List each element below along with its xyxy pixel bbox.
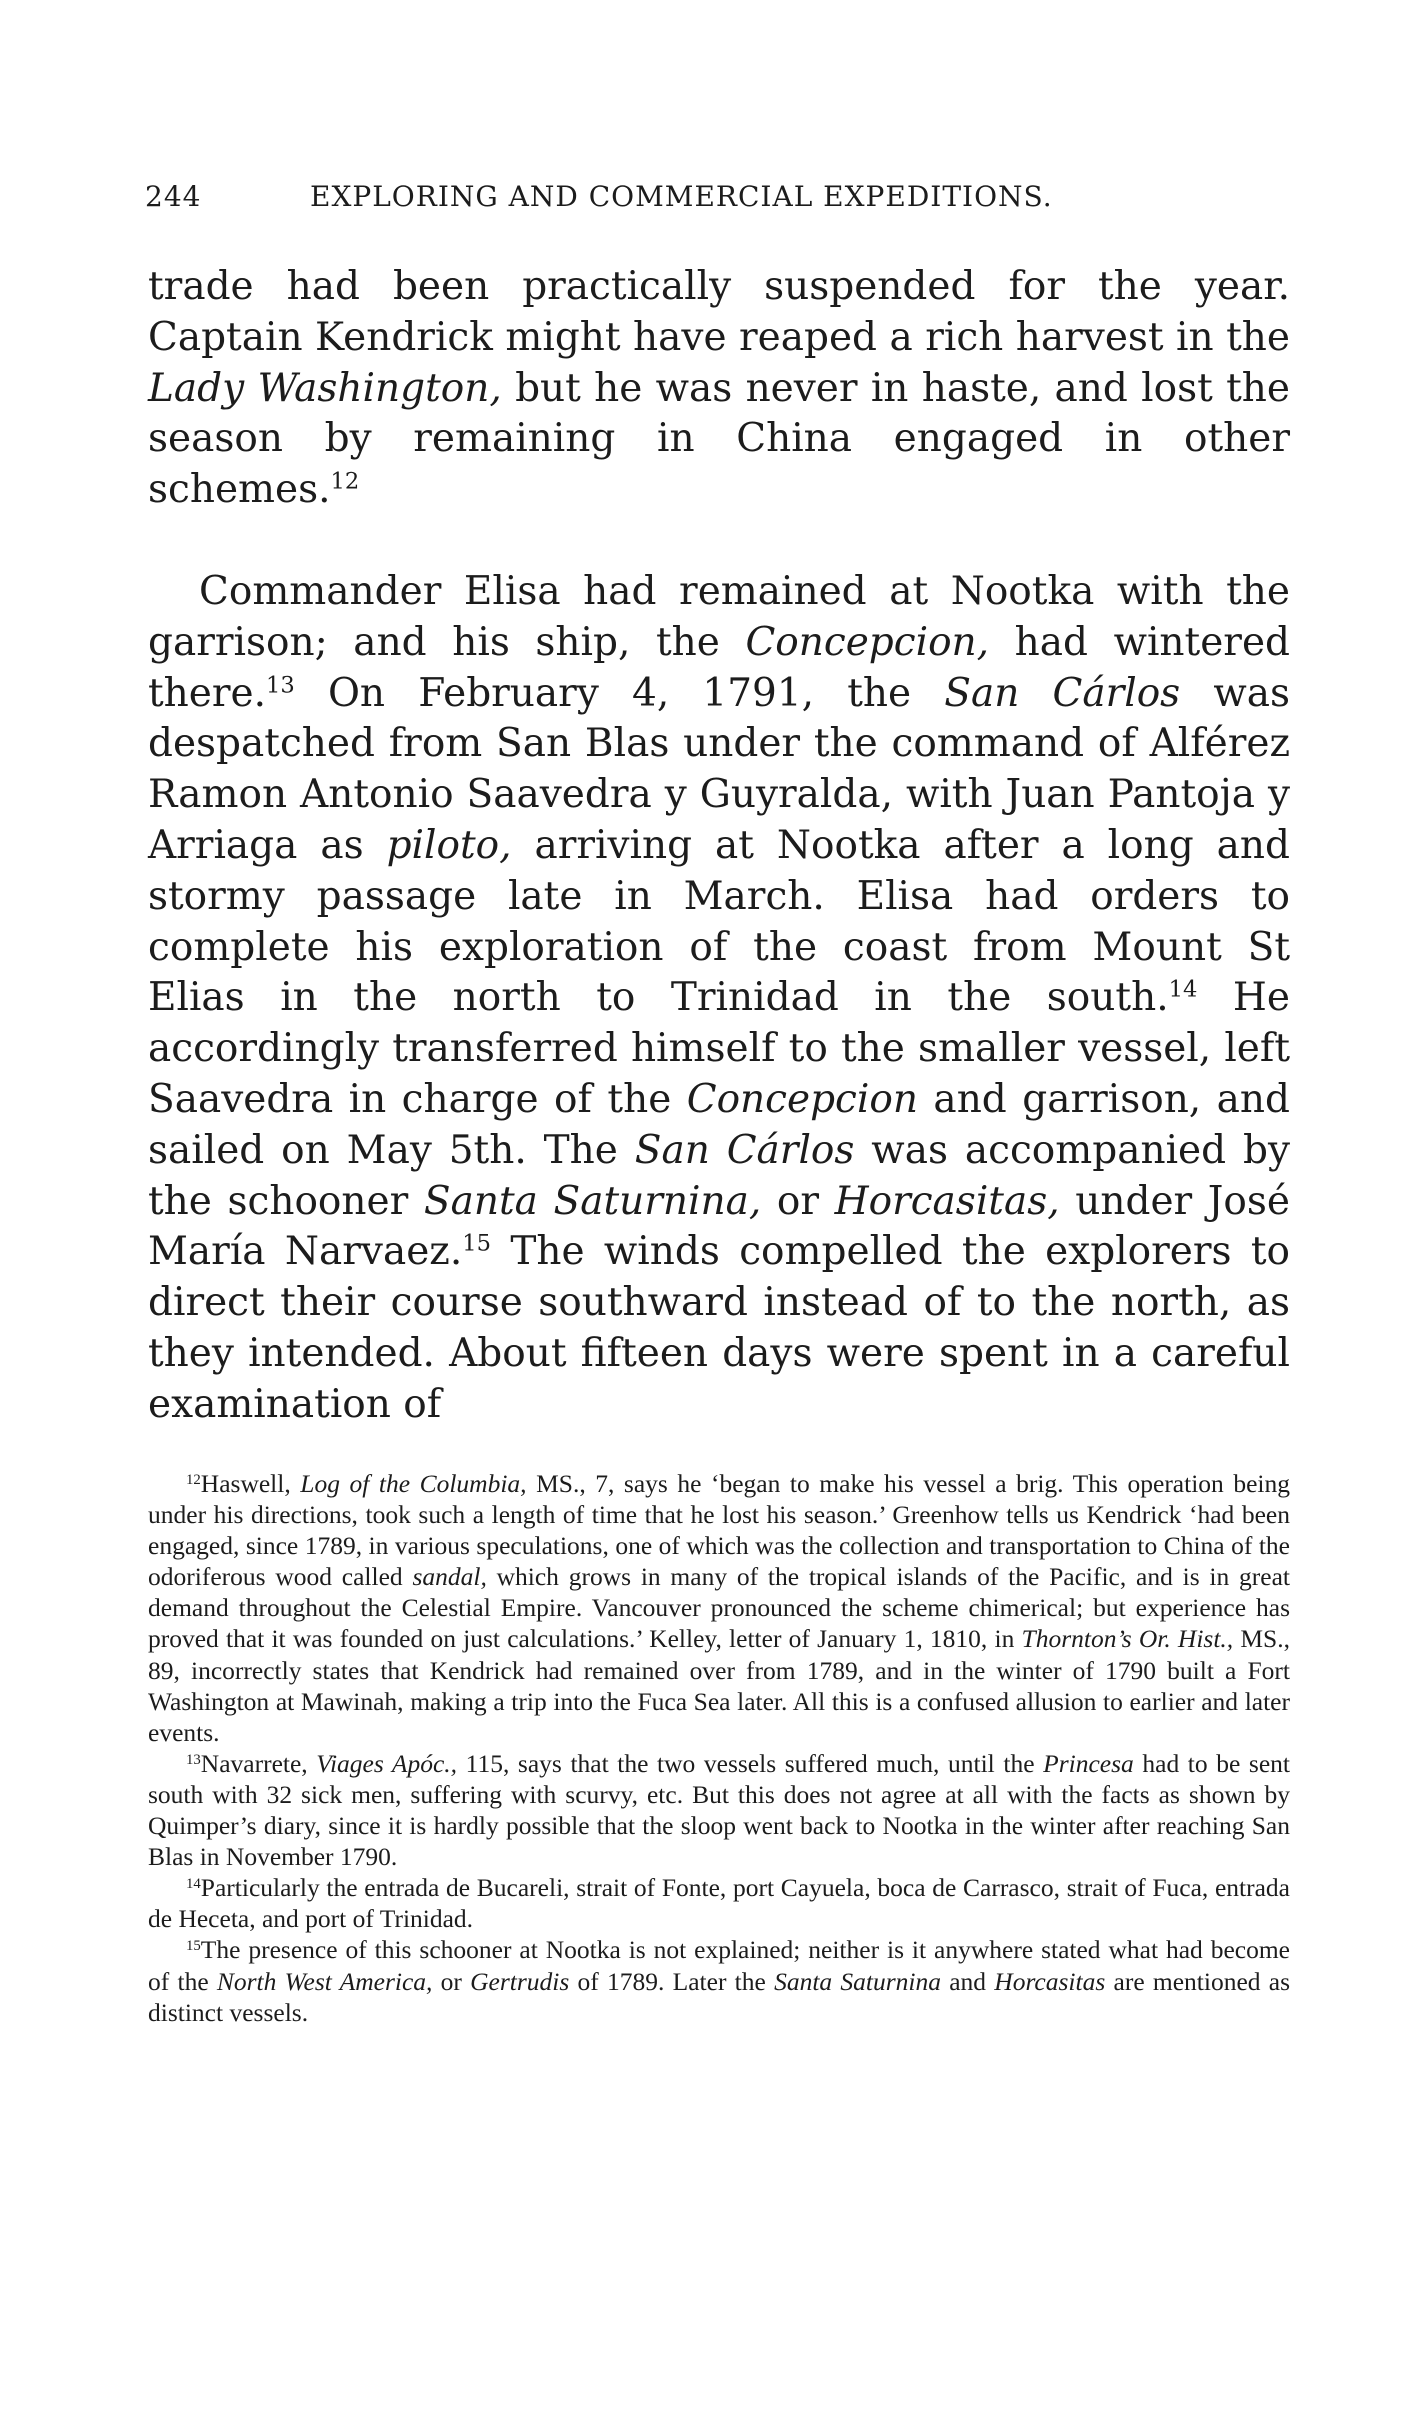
ship-name: Santa Saturnina <box>774 1966 941 1996</box>
ship-name: Horcasitas <box>994 1966 1106 1996</box>
footnote-15: $^{15}$The presence of this schooner at Nootka is not explained; neither is it anywhere stated what had become of the North West America, or Gertrudis of 1789. Later the Santa Saturnina and Horcasitas are mentioned as distinct vessels. <box>148 1935 1290 2027</box>
page-header <box>145 180 1290 220</box>
footnote-13: $^{13}$Navarrete, Viages Apóc., 115, says that the two vessels suffered much, until the Princesa had to be sent south with 32 sick men, suffering with scurvy, etc. But this does not agree at all with the facts as shown by Quimper’s diary, since it is hardly possible that the sloop went back to Nootka in the winter after reaching San Blas in November 1790. <box>148 1748 1290 1872</box>
ship-name: Princesa <box>1043 1748 1134 1778</box>
source-title: Thornton’s Or. Hist., <box>1021 1624 1234 1654</box>
main-text <box>148 262 1290 1431</box>
ship-name: Concepcion, <box>745 619 990 665</box>
paragraph-1: trade had been practically suspended for the year. Captain Kendrick might have reaped a rich harvest in the Lady Washington, but he was never in haste, and lost the season by remaining in China engaged in other schemes.$^{12}$ <box>148 264 1290 513</box>
footnote-ref-15: 15 <box>462 1230 492 1257</box>
footnote-ref-12: 12 <box>330 468 360 495</box>
ship-name: San Cárlos <box>634 1127 855 1173</box>
ship-name: North West America, <box>216 1966 433 1996</box>
ship-name: Concepcion <box>686 1076 918 1122</box>
running-title: EXPLORING AND COMMERCIAL EXPEDITIONS. <box>310 180 1053 213</box>
footnote-14: $^{14}$Particularly the entrada de Bucareli, strait of Fonte, port Cayuela, boca de Carrasco, strait of Fuca, entrada de Heceta, and port of Trinidad. <box>148 1873 1290 1934</box>
ship-name: Santa Saturnina, <box>423 1178 762 1224</box>
source-title: Log of the Columbia, <box>300 1469 527 1498</box>
footnote-number: 15 <box>186 1938 201 1955</box>
footnote-12: $^{12}$Haswell, Log of the Columbia, MS., 7, says he ‘began to make his vessel a brig. This operation being under his directions, took such a length of time that he lost his season.’ Greenhow tells us Kendrick ‘had been engaged, since 1789, in various speculations, one of which was the collection and transportation to China of the odoriferous wood called sandal, which grows in many of the tropical islands of the Pacific, and is in great demand throughout the Celestial Empire. Vancouver pronounced the scheme chimerical; but experience has proved that it was founded on just calculations.’ Kelley, letter of January 1, 1810, in Thornton’s Or. Hist., MS., 89, incorrectly states that Kendrick had remained over from 1789, and in the winter of 1790 built a Fort Washington at Mawinah, making a trip into the Fuca Sea later. All this is a confused allusion to earlier and later events. <box>148 1469 1290 1747</box>
footnote-number: 13 <box>186 1751 201 1768</box>
italic-term: sandal, <box>412 1562 487 1592</box>
footnote-ref-13: 13 <box>266 672 295 699</box>
ship-name: Gertrudis <box>470 1966 570 1996</box>
footnotes <box>148 1468 1290 2028</box>
footnote-number: 12 <box>186 1471 201 1488</box>
italic-term: piloto, <box>386 822 512 868</box>
page-number: 244 <box>145 180 202 213</box>
ship-name: Lady Washington, <box>148 365 502 411</box>
ship-name: Horcasitas, <box>834 1178 1060 1224</box>
footnote-number: 14 <box>186 1876 201 1893</box>
paragraph-2: Commander Elisa had remained at Nootka with the garrison; and his ship, the Concepcion, had wintered there.$^{13}$ On February 4, 1791, the San Cárlos was despatched from San Blas under the command of Alférez Ramon Antonio Saavedra y Guyralda, with Juan Pantoja y Arriaga as piloto, arriving at Nootka after a long and stormy passage late in March. Elisa had orders to complete his exploration of the coast from Mount St Elias in the north to Trinidad in the south.$^{14}$ He accordingly transferred himself to the smaller vessel, left Saavedra in charge of the Concepcion and garrison, and sailed on May 5th. The San Cárlos was accompanied by the schooner Santa Saturnina, or Horcasitas, under José María Narvaez.$^{15}$ The winds compelled the explorers to direct their course southward instead of to the north, as they intended. About fifteen days were spent in a careful examination of <box>148 568 1291 1427</box>
ship-name: San Cárlos <box>944 670 1181 716</box>
source-title: Viages Apóc., <box>316 1748 458 1778</box>
footnote-ref-14: 14 <box>1168 976 1198 1003</box>
